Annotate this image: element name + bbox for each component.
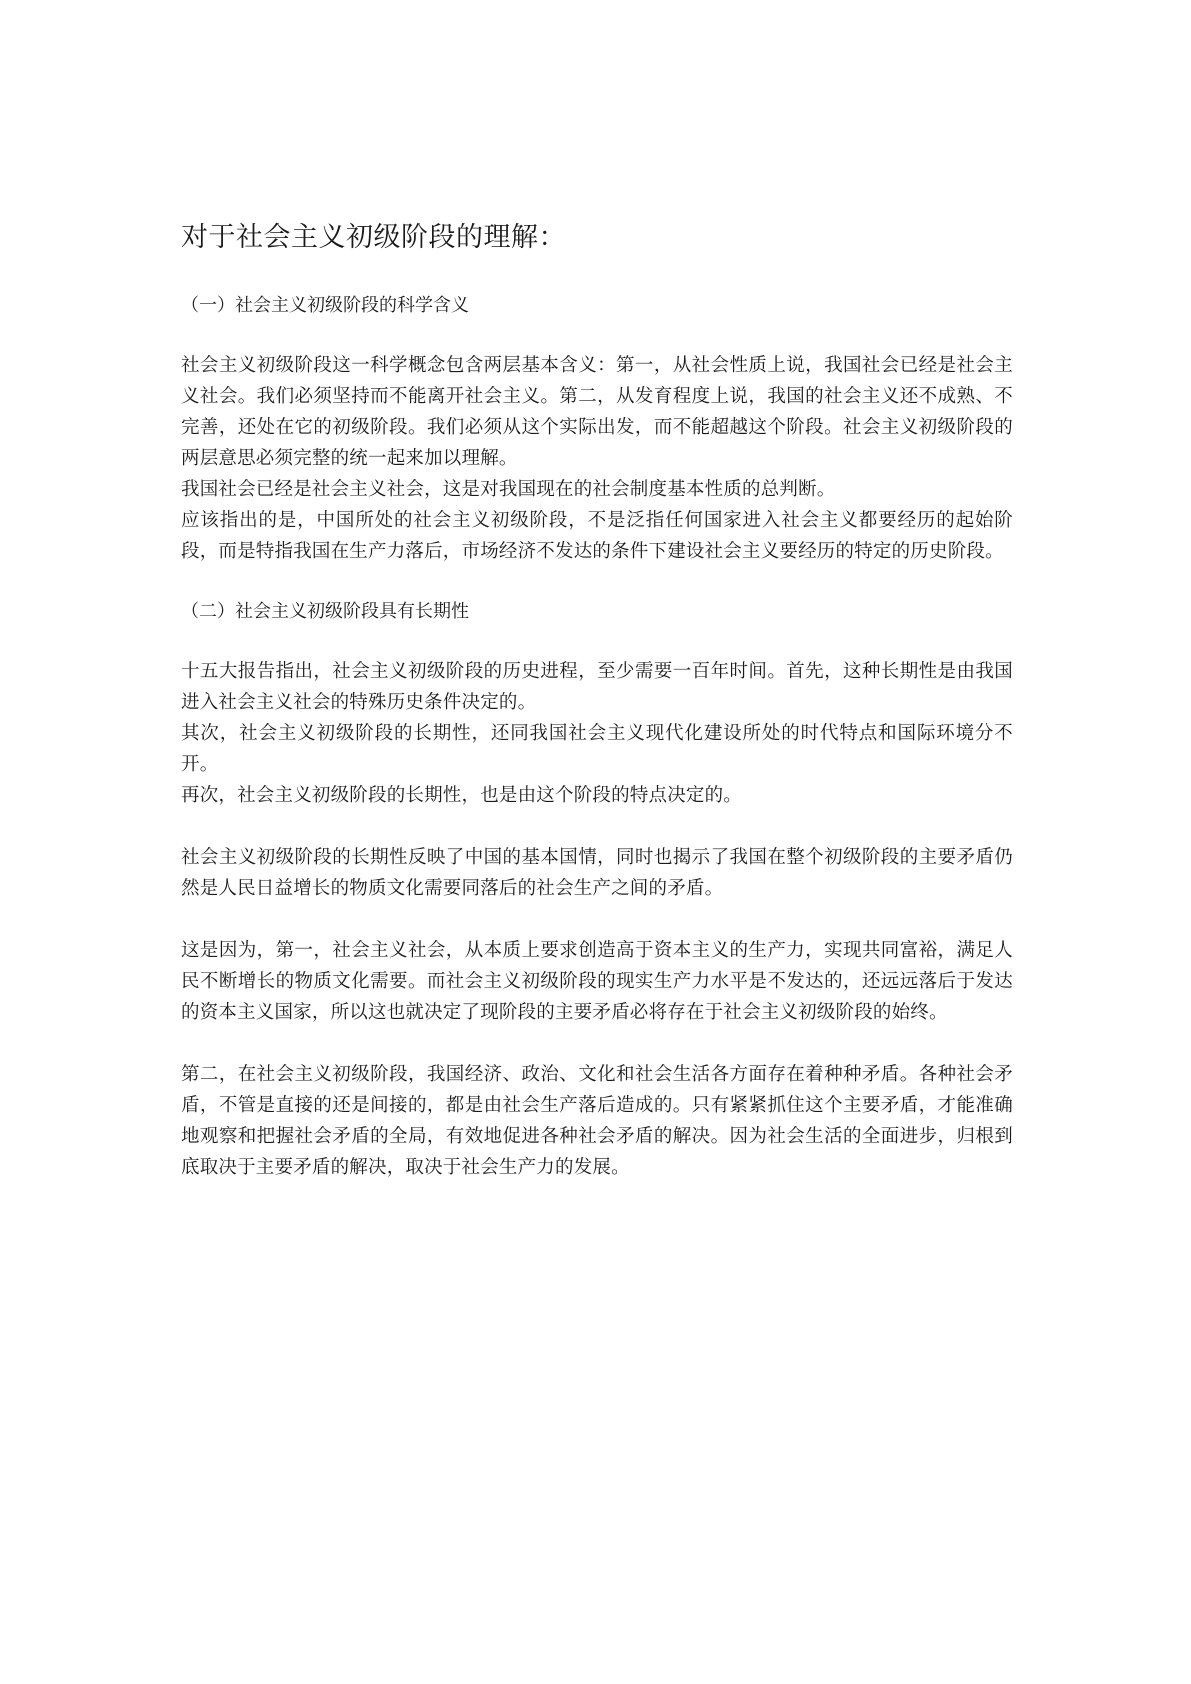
section-heading-2: （二）社会主义初级阶段具有长期性	[181, 601, 469, 622]
paragraph-because: 这是因为，第一，社会主义社会，从本质上要求创造高于资本主义的生产力，实现共同富裕，满足人民不断增长的物质文化需要。而社会主义初级阶段的现实生产力水平是不发达的，还远远落后于发达的资本主义国家，所以这也就决定了现阶段的主要矛盾必将存在于社会主义初级阶段的始终。	[181, 940, 1013, 1023]
paragraph-first-reason: 十五大报告指出，社会主义初级阶段的历史进程，至少需要一百年时间。首先，这种长期性是由我国进入社会主义社会的特殊历史条件决定的。	[181, 661, 1013, 713]
paragraph-clarification: 应该指出的是，中国所处的社会主义初级阶段，不是泛指任何国家进入社会主义都要经历的起始阶段，而是特指我国在生产力落后，市场经济不发达的条件下建设社会主义要经历的特定的历史阶段。	[181, 510, 1013, 562]
paragraph-spacer	[181, 904, 1013, 935]
section-spacer	[181, 567, 1013, 598]
paragraph-spacer	[181, 811, 1013, 842]
paragraph-spacer	[181, 1028, 1013, 1059]
paragraph-second-point: 第二，在社会主义初级阶段，我国经济、政治、文化和社会生活各方面存在着种种矛盾。各种社会矛盾，不管是直接的还是间接的，都是由社会生产落后造成的。只有紧紧抓住这个主要矛盾，才能准确地观察和把握社会矛盾的全局，有效地促进各种社会矛盾的解决。因为社会生活的全面进步，归根到底取决于主要矛盾的解决，取决于社会生产力的发展。	[181, 1064, 1013, 1178]
paragraph-second-reason: 其次，社会主义初级阶段的长期性，还同我国社会主义现代化建设所处的时代特点和国际环境分不开。	[181, 723, 1013, 775]
paragraph-third-reason: 再次，社会主义初级阶段的长期性，也是由这个阶段的特点决定的。	[181, 785, 743, 806]
paragraph-judgment: 我国社会已经是社会主义社会，这是对我国现在的社会制度基本性质的总判断。	[181, 479, 836, 500]
document-title: 对于社会主义初级阶段的理解：	[181, 222, 566, 253]
paragraph-main-contradiction: 社会主义初级阶段的长期性反映了中国的基本国情，同时也揭示了我国在整个初级阶段的主要矛盾仍然是人民日益增长的物质文化需要同落后的社会生产之间的矛盾。	[181, 847, 1013, 899]
section-heading-1: （一）社会主义初级阶段的科学含义	[181, 295, 469, 316]
document-body	[181, 218, 1013, 1183]
paragraph-definition: 社会主义初级阶段这一科学概念包含两层基本含义：第一，从社会性质上说，我国社会已经是社会主义社会。我们必须坚持而不能离开社会主义。第二，从发育程度上说，我国的社会主义还不成熟、不完善，还处在它的初级阶段。我们必须从这个实际出发，而不能超越这个阶段。社会主义初级阶段的两层意思必须完整的统一起来加以理解。	[181, 355, 1013, 469]
